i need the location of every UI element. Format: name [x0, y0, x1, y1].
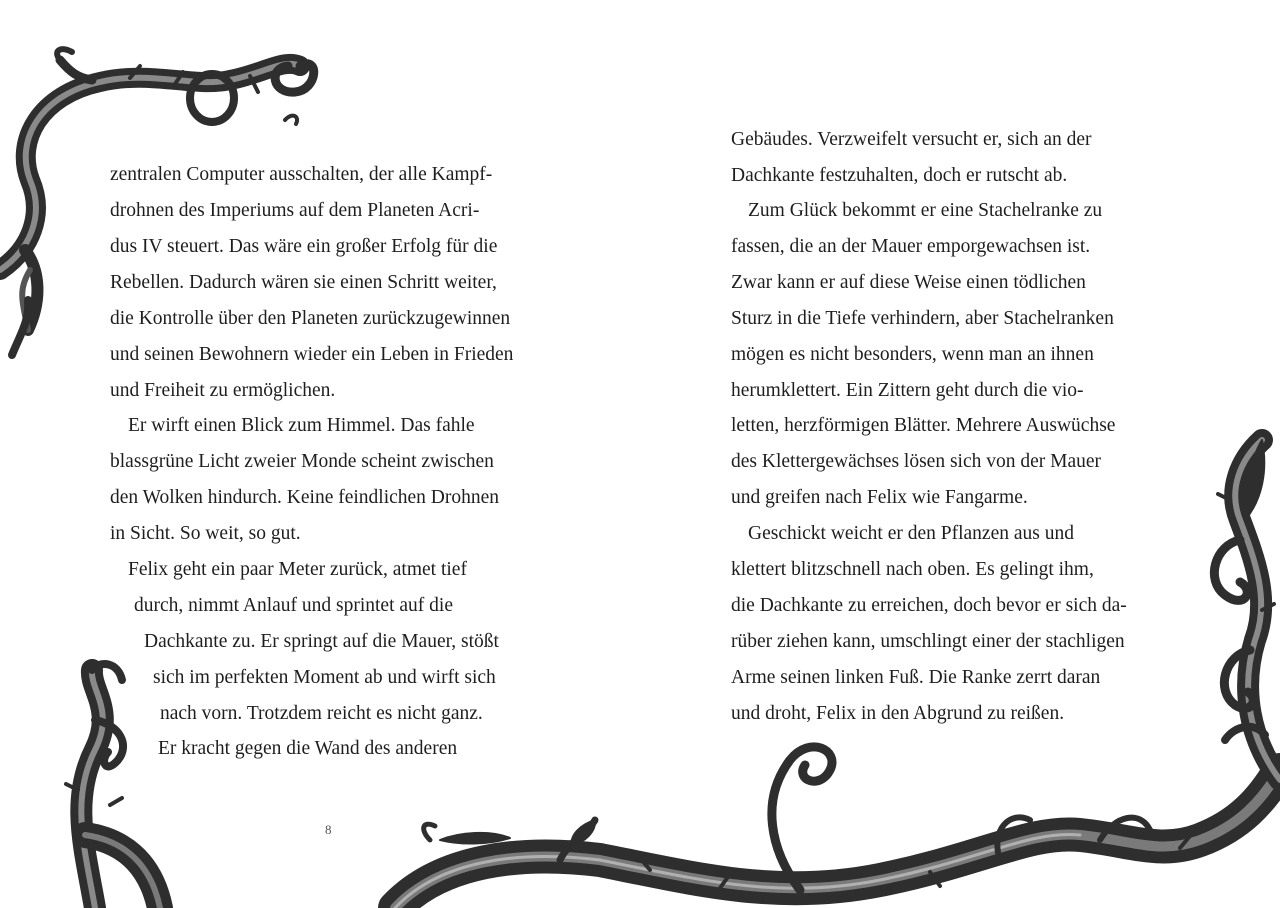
right-text-line: rüber ziehen kann, umschlingt einer der stachligen	[731, 631, 1125, 652]
right-text-line: fassen, die an der Mauer emporgewachsen ist.	[731, 236, 1091, 257]
right-text-line: die Dachkante zu erreichen, doch bevor er sich da-	[731, 595, 1127, 616]
left-text-line: nach vorn. Trotzdem reicht es nicht ganz.	[160, 703, 483, 724]
left-text-line: zentralen Computer ausschalten, der alle Kampf-	[110, 164, 493, 185]
left-text-line: den Wolken hindurch. Keine feindlichen Drohnen	[110, 487, 500, 508]
left-text-line: Er wirft einen Blick zum Himmel. Das fahle	[128, 415, 475, 436]
right-text-line: klettert blitzschnell nach oben. Es gelingt ihm,	[731, 559, 1094, 580]
right-text-line: Geschickt weicht er den Pflanzen aus und	[748, 523, 1074, 544]
left-text-line: und Freiheit zu ermöglichen.	[110, 380, 336, 401]
left-text-line: drohnen des Imperiums auf dem Planeten Acri-	[110, 200, 480, 221]
right-page	[640, 0, 1280, 908]
right-text-line: und greifen nach Felix wie Fangarme.	[731, 487, 1028, 508]
left-text-line: die Kontrolle über den Planeten zurückzugewinnen	[110, 308, 511, 329]
right-text-line: Zwar kann er auf diese Weise einen tödlichen	[731, 272, 1086, 293]
left-text-line: Er kracht gegen die Wand des anderen	[158, 738, 458, 759]
page-number: 8	[325, 822, 332, 837]
right-text-line: herumklettert. Ein Zittern geht durch die vio-	[731, 380, 1084, 401]
right-text-line: letten, herzförmigen Blätter. Mehrere Auswüchse	[731, 415, 1116, 436]
right-text-line: und droht, Felix in den Abgrund zu reißen.	[731, 703, 1065, 724]
left-text-line: Felix geht ein paar Meter zurück, atmet tief	[128, 559, 467, 580]
right-text-line: Arme seinen linken Fuß. Die Ranke zerrt daran	[731, 667, 1101, 688]
left-text-line: in Sicht. So weit, so gut.	[110, 523, 301, 544]
left-text-line: und seinen Bewohnern wieder ein Leben in Frieden	[110, 344, 514, 365]
right-text-line: des Klettergewächses lösen sich von der Mauer	[731, 451, 1102, 472]
right-text-line: Dachkante festzuhalten, doch er rutscht ab.	[731, 165, 1068, 186]
right-text-line: Gebäudes. Verzweifelt versucht er, sich an der	[731, 129, 1092, 150]
right-text-line: mögen es nicht besonders, wenn man an ihnen	[731, 344, 1094, 365]
left-text-line: Rebellen. Dadurch wären sie einen Schritt weiter,	[110, 272, 497, 293]
right-text-line: Sturz in die Tiefe verhindern, aber Stachelranken	[731, 308, 1114, 329]
right-text-line: Zum Glück bekommt er eine Stachelranke zu	[748, 200, 1103, 221]
left-text-line: sich im perfekten Moment ab und wirft sich	[153, 667, 496, 688]
left-text-line: dus IV steuert. Das wäre ein großer Erfolg für die	[110, 236, 498, 257]
left-text-line: durch, nimmt Anlauf und sprintet auf die	[134, 595, 453, 616]
left-text-line: blassgrüne Licht zweier Monde scheint zwischen	[110, 451, 494, 472]
left-text-line: Dachkante zu. Er springt auf die Mauer, stößt	[144, 631, 499, 652]
